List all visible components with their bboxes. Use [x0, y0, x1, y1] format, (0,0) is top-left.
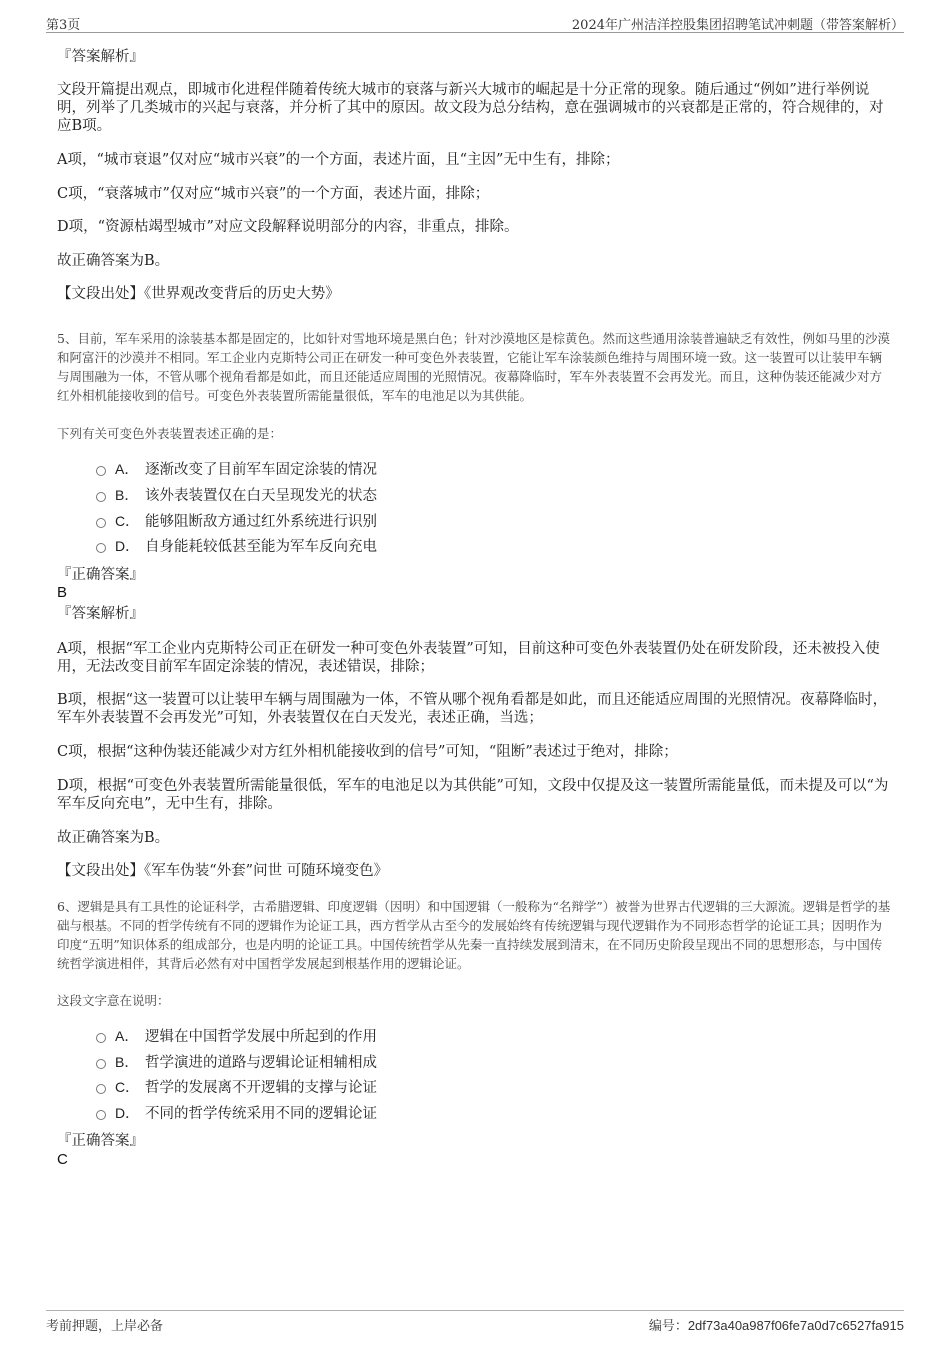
- passage-source: 【文段出处】《世界观改变背后的历史大势》: [57, 286, 340, 302]
- question-text: 5、目前，军车采用的涂装基本都是固定的，比如针对雪地环境是黑白色；针对沙漠地区是棕黄色。然而这些通用涂装普遍缺乏有效性，例如马里的沙漠和阿富汗的沙漠并不相同。军工企业内克斯特公司正在研发一种可变色外表装置，它能让军车涂装颜色维持与周围环境一致。这一装置可以让装甲车辆与周围融为一体，不管从哪个视角看都是如此，而且还能适应周围的光照情况。夜幕降临时，军车外表装置不会再发光。而且，这种伪装还能减少对方红外相机能接收到的信号。可变色外表装置所需能量很低，军车的电池足以为其供能。: [57, 331, 890, 403]
- option-b[interactable]: B． 哲学演进的道路与逻辑论证相辅相成: [96, 1051, 377, 1073]
- passage-source: 【文段出处】《军车伪装“外套”问世 可随环境变色》: [57, 863, 389, 879]
- analysis-conclusion: 故正确答案为B。: [57, 830, 170, 846]
- radio-icon[interactable]: [96, 1059, 106, 1069]
- analysis-paragraph: A项，“城市衰退”仅对应“城市兴衰”的一个方面，表述片面，且“主因”无中生有，排除；: [57, 152, 620, 168]
- analysis-paragraph: D项，根据“可变色外表装置所需能量很低，军车的电池足以为其供能”可知，文段中仅提及这一装置所需能量低，而未提及可以“为军车反向充电”，无中生有，排除。: [57, 778, 889, 812]
- answer-value: C: [57, 1151, 68, 1168]
- footer-slogan: 考前押题，上岸必备: [46, 1319, 164, 1334]
- answer-value: B: [57, 584, 68, 601]
- question-text: 6、逻辑是具有工具性的论证科学，古希腊逻辑、印度逻辑（因明）和中国逻辑（一般称为“名辩学”）被誉为世界古代逻辑的三大源流。逻辑是哲学的基础与根基。不同的哲学传统有不同的逻辑作为论证工具，西方哲学从古至今的发展始终有传统逻辑与现代逻辑作为不同形态哲学的论证工具；因明作为印度“五明”知识体系的组成部分，也是内明的论证工具。中国传统哲学从先秦一直持续发展到清末，在不同历史阶段呈现出不同的思想形态，与中国传统哲学演进相伴，其背后必然有对中国哲学发展起到根基作用的逻辑论证。: [57, 899, 891, 971]
- analysis-conclusion: 故正确答案为B。: [57, 253, 170, 269]
- analysis-label: 『答案解析』: [57, 606, 144, 622]
- analysis-paragraph: A项，根据“军工企业内克斯特公司正在研发一种可变色外表装置”可知，目前这种可变色外表装置仍处在研发阶段，还未被投入使用，无法改变目前军车固定涂装的情况，表述错误，排除；: [57, 641, 880, 675]
- radio-icon[interactable]: [96, 1033, 106, 1043]
- radio-icon[interactable]: [96, 492, 106, 502]
- radio-icon[interactable]: [96, 466, 106, 476]
- question-prompt: 这段文字意在说明：: [57, 993, 170, 1008]
- option-d[interactable]: D． 不同的哲学传统采用不同的逻辑论证: [96, 1102, 377, 1124]
- answer-label: 『正确答案』: [57, 1133, 144, 1149]
- analysis-paragraph: C项，“衰落城市”仅对应“城市兴衰”的一个方面，表述片面，排除；: [57, 186, 490, 202]
- option-a[interactable]: A． 逻辑在中国哲学发展中所起到的作用: [96, 1025, 377, 1047]
- option-b[interactable]: B． 该外表装置仅在白天呈现发光的状态: [96, 484, 377, 506]
- analysis-paragraph: C项，根据“这种伪装还能减少对方红外相机能接收到的信号”可知，“阻断”表述过于绝对，排除；: [57, 744, 678, 760]
- radio-icon[interactable]: [96, 518, 106, 528]
- document-code: 编号：2df73a40a987f06fe7a0d7c6527fa915: [648, 1318, 904, 1333]
- option-c[interactable]: C． 能够阻断敌方通过红外系统进行识别: [96, 510, 377, 532]
- analysis-paragraph: D项，“资源枯竭型城市”对应文段解释说明部分的内容，非重点，排除。: [57, 219, 519, 235]
- page-footer: [46, 1310, 904, 1335]
- document-title: 2024年广州洁洋控股集团招聘笔试冲刺题（带答案解析）: [571, 18, 904, 33]
- radio-icon[interactable]: [96, 543, 106, 553]
- option-a[interactable]: A． 逐渐改变了目前军车固定涂装的情况: [96, 458, 377, 480]
- option-c[interactable]: C． 哲学的发展离不开逻辑的支撑与论证: [96, 1076, 377, 1098]
- option-d[interactable]: D． 自身能耗较低甚至能为军车反向充电: [96, 535, 377, 557]
- radio-icon[interactable]: [96, 1110, 106, 1120]
- question-prompt: 下列有关可变色外表装置表述正确的是：: [57, 426, 283, 441]
- analysis-paragraph: B项，根据“这一装置可以让装甲车辆与周围融为一体，不管从哪个视角看都是如此，而且还能适应周围的光照情况。夜幕降临时，军车外表装置不会再发光”可知，外表装置仅在白天发光，表述正确，当选；: [57, 692, 888, 726]
- radio-icon[interactable]: [96, 1084, 106, 1094]
- answer-label: 『正确答案』: [57, 567, 144, 583]
- analysis-paragraph: 文段开篇提出观点，即城市化进程伴随着传统大城市的衰落与新兴大城市的崛起是十分正常的现象。随后通过“例如”进行举例说明，列举了几类城市的兴起与衰落，并分析了其中的原因。故文段为总分结构，意在强调城市的兴衰都是正常的，符合规律的，对应B项。: [57, 82, 884, 134]
- page-number: 第3页: [46, 18, 81, 33]
- analysis-label: 『答案解析』: [57, 49, 144, 65]
- page-header: [46, 12, 904, 33]
